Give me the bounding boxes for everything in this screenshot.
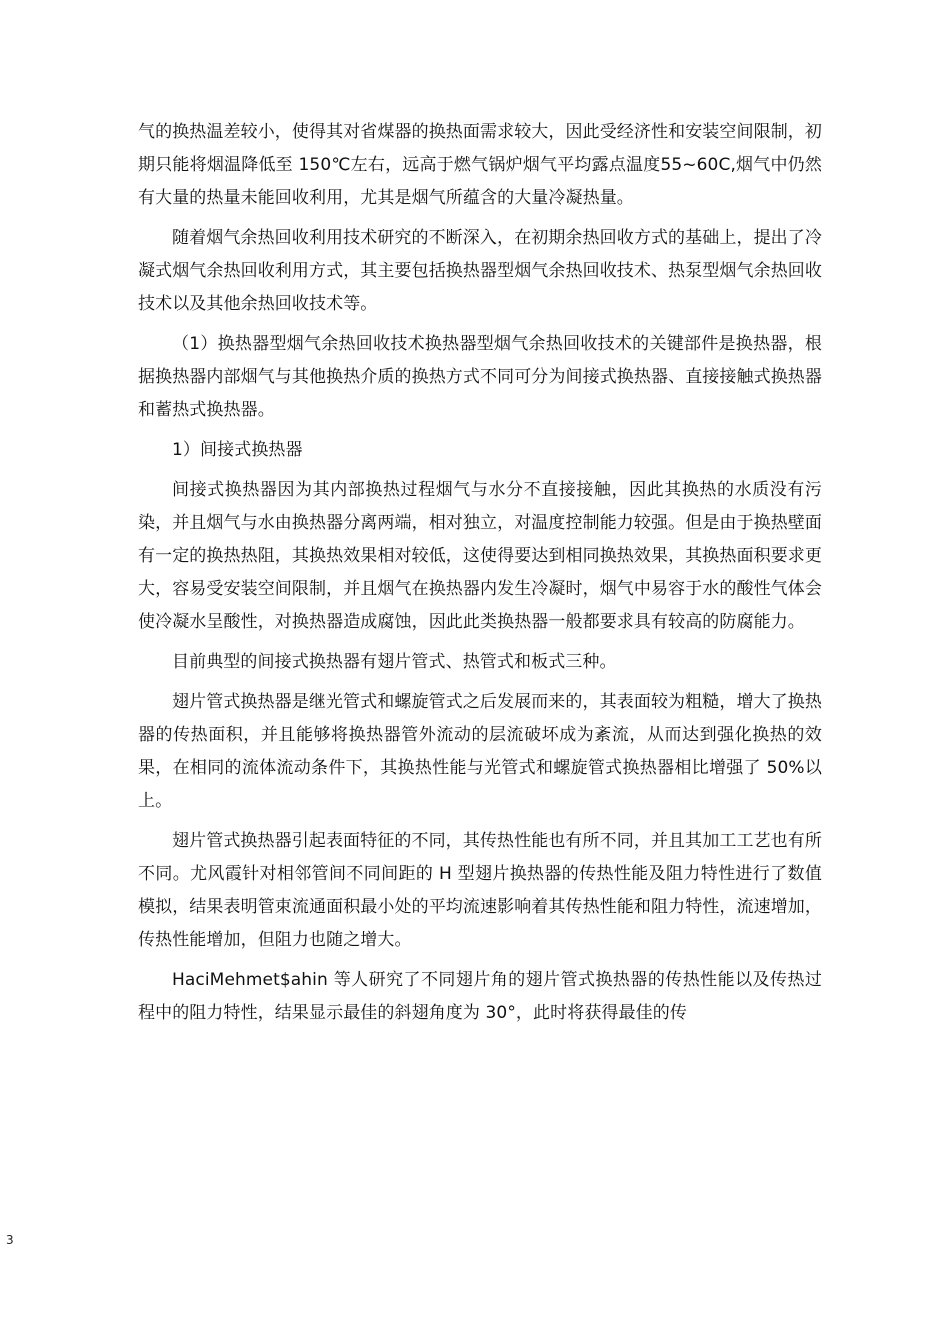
paragraph-typical-types: 目前典型的间接式换热器有翅片管式、热管式和板式三种。	[172, 652, 617, 672]
paragraph-heat-exchanger-type: （1）换热器型烟气余热回收技术换热器型烟气余热回收技术的关键部件是换热器，根据换热器内部烟气与其他换热介质的换热方式不同可分为间接式换热器、直接接触式换热器和蓄热式换热器。	[138, 334, 822, 420]
paragraph-fin-angle-study: HaciMehmet$ahin 等人研究了不同翅片角的翅片管式换热器的传热性能以及传热过程中的阻力特性，结果显示最佳的斜翅角度为 30°，此时将获得最佳的传	[138, 970, 822, 1023]
document-body	[138, 116, 822, 1037]
paragraph-finned-tube-research: 翅片管式换热器引起表面特征的不同，其传热性能也有所不同，并且其加工工艺也有所不同。尤风霞针对相邻管间不同间距的 H 型翅片换热器的传热性能及阻力特性进行了数值模拟，结果表明管束流通面积最小处的平均流速影响着其传热性能和阻力特性，流速增加，传热性能增加，但阻力也随之增大。	[138, 831, 822, 950]
paragraph-recovery-development: 随着烟气余热回收利用技术研究的不断深入，在初期余热回收方式的基础上，提出了冷凝式烟气余热回收利用方式，其主要包括换热器型烟气余热回收技术、热泵型烟气余热回收技术以及其他余热回收技术等。	[138, 228, 822, 314]
page-number: 3	[6, 1233, 14, 1247]
subheading-indirect-exchanger: 1）间接式换热器	[172, 440, 303, 460]
paragraph-finned-tube: 翅片管式换热器是继光管式和螺旋管式之后发展而来的，其表面较为粗糙，增大了换热器的传热面积，并且能够将换热器管外流动的层流破坏成为紊流，从而达到强化换热的效果，在相同的流体流动条件下，其换热性能与光管式和螺旋管式换热器相比增强了 50%以上。	[138, 692, 822, 811]
paragraph-continuation: 气的换热温差较小，使得其对省煤器的换热面需求较大，因此受经济性和安装空间限制，初期只能将烟温降低至 150℃左右，远高于燃气锅炉烟气平均露点温度55~60C,烟气中仍然有大量的热量未能回收利用，尤其是烟气所蕴含的大量冷凝热量。	[138, 122, 822, 208]
paragraph-indirect-exchanger: 间接式换热器因为其内部换热过程烟气与水分不直接接触，因此其换热的水质没有污染，并且烟气与水由换热器分离两端，相对独立，对温度控制能力较强。但是由于换热壁面有一定的换热热阻，其换热效果相对较低，这使得要达到相同换热效果，其换热面积要求更大，容易受安装空间限制，并且烟气在换热器内发生冷凝时，烟气中易容于水的酸性气体会使冷凝水呈酸性，对换热器造成腐蚀，因此此类换热器一般都要求具有较高的防腐能力。	[138, 480, 822, 632]
